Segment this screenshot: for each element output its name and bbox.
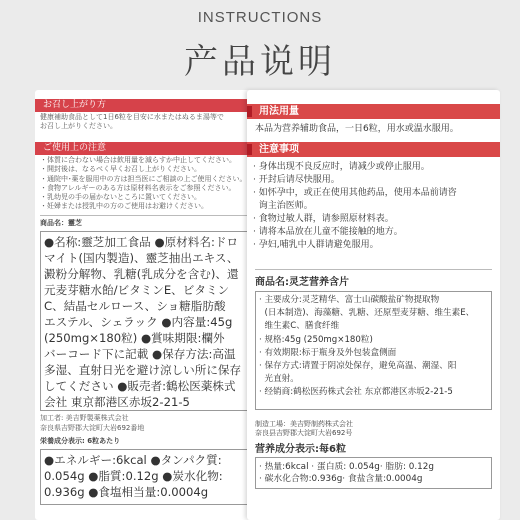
japanese-label-panel [35, 90, 263, 520]
jp-usage-text: 健康補助食品として1日6粒を目安に水またはぬるま湯等で お召し上がりください。 [40, 113, 224, 131]
cn-product-name: 商品名:灵芝营养含片 [255, 277, 349, 288]
jp-usage-title: お召し上がり方 [35, 99, 263, 112]
cn-caution-title: 注意事项 [247, 142, 500, 157]
divider [40, 215, 258, 216]
jp-nutrition-text: ●エネルギー:6kcal ●タンパク質: 0.054g ●脂質:0.12g ●炭水化物: 0.936g ●食塩相当量:0.0004g [44, 453, 223, 500]
english-title: INSTRUCTIONS [197, 9, 323, 26]
cn-nutrition-box [255, 457, 492, 489]
cn-details-box [255, 291, 492, 410]
jp-maker-text: 加工者: 美吉野製薬株式会社 奈良県吉野郡大淀町大岩692番地 [40, 414, 145, 432]
jp-nutrition-box [40, 449, 258, 505]
cn-details-text: · 主要成分:灵芝精华、富士山碳酸盐矿物提取物 (日本制造)、海藻糖、乳糖、还原型麦芽糖、维生素E、 维生素C、膳食纤维 · 规格:45g (250mg×180粒) · 有效期限:标于瓶身及外包装盒侧面 · 保存方式:请置于阴凉处保存，避免高温、潮湿、阳 光直射。 · 经销商:鹤松医药株式会社 东京都港区赤坂2-21-5 [259, 295, 475, 398]
cn-nutrition-title: 营养成分表示:每6粒 [255, 444, 346, 455]
jp-ingredient-text: ●名称:靈芝加工食品 ●原材料名:ドロ マイト(国内製造)、靈芝抽出エキス、 澱粉分解物、乳糖(乳成分を含む)、還 元麦芽糖水飴/ビタミンE、ビタミン C、結晶セルロース、ショ糖脂肪酸 エステル、シェラック ●内容量:45g (250mg×180粒) ●賞味期限:欄外 バーコード下に記載 ●保存方法:高温 多湿、直射日光を避け涼しい所に保存 してください ●販売者:鶴松医薬株式 会社 東京都港区赤坂2-21-5 [44, 235, 242, 410]
chinese-title: 产品说明 [184, 42, 336, 82]
cn-usage-title: 用法用量 [247, 104, 500, 119]
jp-product-name: 商品名：靈芝 [40, 219, 82, 227]
cn-nutrition-text: · 热量:6kcal · 蛋白质: 0.054g· 脂肪: 0.12g · 碳水化合物:0.936g· 食盐含量:0.0004g [259, 462, 434, 484]
jp-caution-title: ご使用上の注意 [35, 142, 263, 155]
jp-nutrition-title: 栄養成分表示: 6粒あたり [40, 436, 121, 445]
jp-caution-text: ・体質に合わない場合は飲用量を減らすか中止してください。 ・開封後は、なるべく早くお召し上がりください。 ・通院中･薬を服用中の方は担当医にご相談の上ご使用ください。 ・食物アレルギーのある方は原材料名表示をご参照ください。 ・乳幼児の手の届かないところに置いてください。 ・妊婦または授乳中の方のご使用はお避けください。 [40, 156, 247, 211]
cn-maker-text: 制造工場：美吉野制药株式会社 奈良县吉野郡大淀町大岩692号 [255, 420, 353, 437]
jp-ingredient-box [40, 231, 258, 411]
header [0, 0, 520, 88]
cn-usage-text: 本品为营养辅助食品，一日6粒，用水或温水服用。 [255, 124, 459, 134]
chinese-label-panel [247, 90, 500, 520]
cn-caution-text: · 身体出现不良反应时，请减少或停止服用。 · 开封后请尽快服用。 · 如怀孕中，或正在使用其他药品，使用本品前请咨 询主治医师。 · 食物过敏人群，请参照原材料表。 · 请将本品放在儿童不能接触的地方。 · 孕妇,哺乳中人群请避免服用。 [253, 162, 457, 250]
